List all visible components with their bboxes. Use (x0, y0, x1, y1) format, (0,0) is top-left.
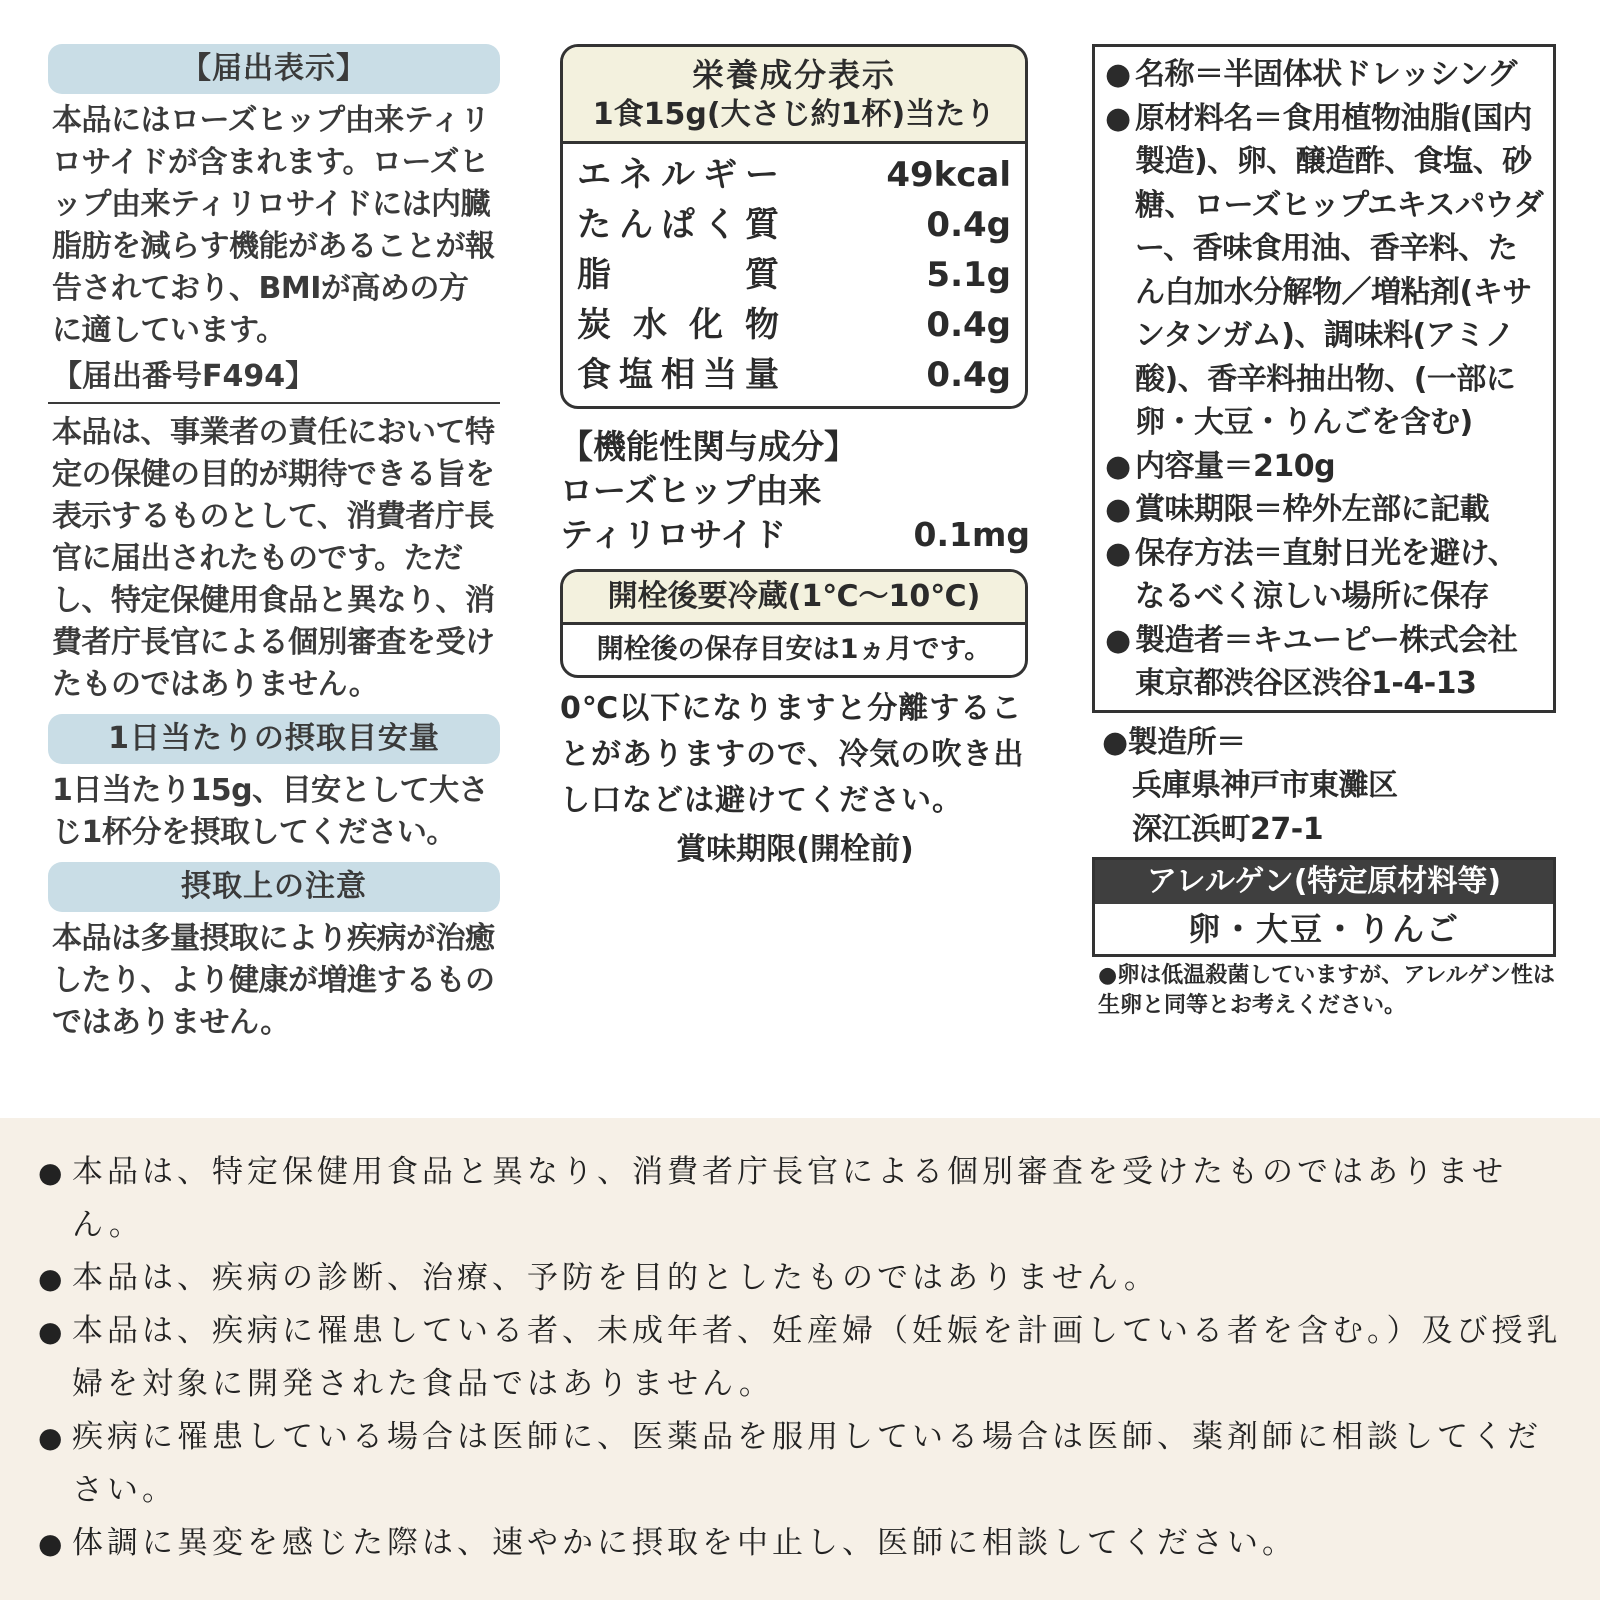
notice-text: 体調に異変を感じた際は、速やかに摂取を中止し、医師に相談してください。 (72, 1525, 1297, 1561)
nutrition-row (577, 200, 1011, 250)
notice-text: 疾病に罹患している場合は医師に、医薬品を服用している場合は医師、薬剤師に相談してください。 (72, 1419, 1542, 1508)
notice-text: 本品は、疾病に罹患している者、未成年者、妊産婦（妊娠を計画している者を含む。）及び授乳婦を対象に開発された食品ではありません。 (72, 1313, 1562, 1402)
notification-disclaimer: 本品は、事業者の責任において特定の保健の目的が期待できる旨を表示するものとして、消費者庁長官に届出されたものです。ただし、特定保健用食品と異なり、消費者庁長官による個別審査を受けたものではありません。 (52, 415, 495, 702)
factory-info (1092, 713, 1556, 852)
nutrient-label: 食塩相当量 (577, 355, 787, 395)
freeze-note: 0℃以下になりますと分離することがありますので、冷気の吹き出し口などは避けてください。 (560, 691, 1025, 818)
nutrition-row (577, 150, 1011, 200)
nutrition-row (577, 250, 1011, 300)
nutrient-label: たんぱく質 (577, 205, 787, 245)
nutrient-value: 0.4g (926, 205, 1011, 245)
functional-name: ティリロサイド (560, 515, 787, 554)
best-before: 賞味期限(開栓前) (676, 832, 914, 867)
notice-item (38, 1146, 1568, 1252)
right-column (1092, 44, 1556, 1021)
notice-item (38, 1305, 1568, 1411)
nutrition-rows (563, 144, 1025, 406)
nutrition-title: 栄養成分表示 (691, 56, 896, 94)
allergen-items: 卵・大豆・りんご (1187, 910, 1460, 948)
bullet-icon: ● (1105, 100, 1131, 136)
product-name: ● 名称＝半固体状ドレッシング (1105, 53, 1545, 97)
notification-body: 本品にはローズヒップ由来ティリロサイドが含まれます。ローズヒップ由来ティリロサイドには内臓脂肪を減らす機能があることが報告されており、BMIが高めの方に適しています。 (52, 103, 495, 348)
nutrition-row (577, 300, 1011, 350)
product-content: ● 内容量＝210g (1105, 445, 1545, 489)
refrigerate-title: 開栓後要冷蔵(1℃〜10℃) (563, 572, 1025, 625)
nutrition-serving: 1食15g(大さじ約1杯)当たり (592, 97, 996, 132)
product-expiry: ● 賞味期限＝枠外左部に記載 (1105, 488, 1545, 532)
functional-ingredient (560, 425, 1030, 557)
notice-list (38, 1146, 1568, 1570)
notice-text: 本品は、疾病の診断、治療、予防を目的としたものではありません。 (72, 1260, 1159, 1296)
nutrition-table (560, 44, 1028, 409)
nutrient-label: 脂 質 (577, 255, 787, 295)
nutrient-value: 49kcal (886, 155, 1011, 195)
nutrient-value: 0.4g (926, 305, 1011, 345)
notice-item (38, 1517, 1568, 1570)
bullet-icon: ● (38, 1527, 63, 1560)
product-ingredients: ● 原材料名＝食用植物油脂(国内製造)、卵、醸造酢、食塩、砂糖、ローズヒップエキスパウダー、香味食用油、香辛料、たん白加水分解物／増粘剤(キサンタンガム)、調味料(アミノ酸)、香辛料抽出物、(一部に卵・大豆・りんごを含む) (1105, 97, 1545, 445)
product-info-box (1092, 44, 1556, 713)
caution-title: 摂取上の注意 (48, 862, 500, 912)
caution-body: 本品は多量摂取により疾病が治癒したり、より健康が増進するものではありません。 (52, 921, 495, 1040)
bullet-icon: ● (38, 1421, 63, 1454)
left-column (48, 44, 500, 1044)
functional-title: 【機能性関与成分】 (560, 427, 857, 466)
nutrition-row (577, 350, 1011, 400)
bullet-icon: ● (38, 1262, 63, 1295)
bullet-icon: ● (38, 1315, 63, 1348)
bullet-icon: ● (1105, 622, 1131, 658)
bullet-icon: ● (1105, 57, 1131, 92)
allergen-note: ●卵は低温殺菌していますが、アレルゲン性は生卵と同等とお考えください。 (1098, 963, 1555, 1018)
bullet-icon: ● (1105, 535, 1131, 571)
allergen-box (1092, 857, 1556, 957)
notification-title: 【届出表示】 (48, 44, 500, 94)
nutrient-label: 炭水化物 (577, 305, 801, 345)
bullet-icon: ● (38, 1156, 63, 1189)
nutrient-value: 0.4g (926, 355, 1011, 395)
product-storage: ● 保存方法＝直射日光を避け、なるべく涼しい場所に保存 (1105, 532, 1545, 619)
notification-number: 【届出番号F494】 (52, 359, 316, 394)
bullet-icon: ● (1105, 448, 1131, 484)
notice-text: 本品は、特定保健用食品と異なり、消費者庁長官による個別審査を受けたものではありません。 (72, 1154, 1507, 1243)
functional-amount: 0.1mg (913, 515, 1030, 554)
functional-line1: ローズヒップ由来 (560, 471, 822, 510)
factory-label: ●製造所＝ (1102, 724, 1246, 760)
notice-section (0, 1118, 1600, 1600)
daily-intake-title: 1日当たりの摂取目安量 (48, 714, 500, 764)
divider (48, 402, 500, 404)
refrigerate-body: 開栓後の保存目安は1ヵ月です。 (596, 634, 992, 665)
nutrient-value: 5.1g (926, 255, 1011, 295)
factory-address-2: 深江浜町27-1 (1132, 811, 1324, 847)
nutrition-header (563, 47, 1025, 144)
notice-item (38, 1411, 1568, 1517)
daily-intake-body: 1日当たり15g、目安として大さじ1杯分を摂取してください。 (52, 773, 489, 850)
notice-item (38, 1252, 1568, 1305)
product-maker: ● 製造者＝キユーピー株式会社東京都渋谷区渋谷1-4-13 (1105, 619, 1545, 706)
refrigerate-box (560, 569, 1028, 678)
middle-column (560, 44, 1030, 872)
bullet-icon: ● (1105, 492, 1131, 527)
factory-address-1: 兵庫県神戸市東灘区 (1132, 768, 1398, 803)
allergen-title: アレルゲン(特定原材料等) (1095, 860, 1553, 904)
nutrient-label: エネルギー (577, 155, 787, 195)
